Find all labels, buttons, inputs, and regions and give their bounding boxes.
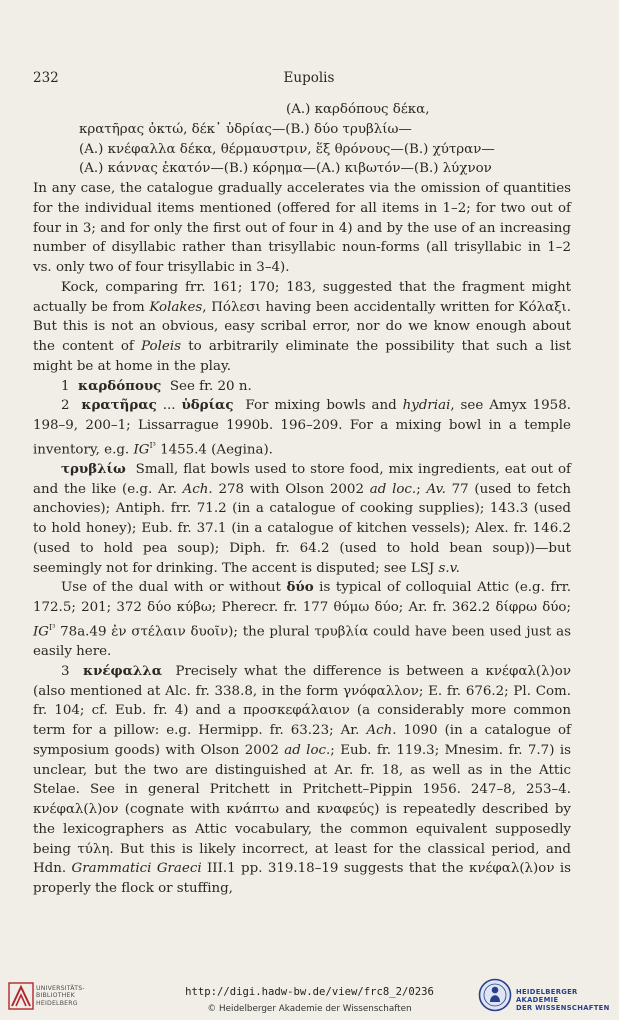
line-number: 3 bbox=[61, 663, 70, 679]
lemma-note-trublio: τρυβλίω Small, flat bowls used to store food, mix ingredients, eat out of and the like (e.g. Ar. Ach. 278 with Olson 2002 ad loc.; Av. 77 (used to fetch anchovies); Antiph. frr. 71.2 (in a catalogue of cooking supplies); 143.3 (used to hold honey); Eub. fr. 37.1 (in a catalogue of kitchen vessels); Alex. fr. 146.2 (used to hold pea soup); Diph. fr. 64.2 (used to hold bean soup))—but seemingly not for drinking. The accent is disputed; see LSJ s.v. bbox=[33, 460, 571, 576]
lemma-note-1: 1 καρδόπους See fr. 20 n. bbox=[61, 377, 252, 394]
lemma: τρυβλίω bbox=[61, 460, 126, 477]
academy-seal-icon bbox=[478, 978, 512, 1012]
verse-line: (A.) κάννας ἑκατόν—(B.) κόρημα—(A.) κιβωτόν—(B.) λύχνον bbox=[79, 161, 492, 177]
lemma: καρδόπους bbox=[78, 377, 162, 394]
academy-logo-text: HEIDELBERGER AKADEMIE DER WISSENSCHAFTEN bbox=[516, 988, 610, 1012]
running-header bbox=[33, 70, 585, 88]
lemma-note-3: 3 κνέφαλλα Precisely what the difference is between a κνέφαλ(λ)ον (also mentioned at Alc. fr. 338.8, in the form γνόφαλλον; E. fr. 676.2; Pl. Com. fr. 104; cf. Eub. fr. 4) and a προσκεφάλαιον (a considerably more common term for a pillow: e.g. Hermipp. fr. 63.23; Ar. Ach. 1090 (in a catalogue of symposium goods) with Olson 2002 ad loc.; Eub. fr. 119.3; Mnesim. fr. 7.7) is unclear, but the two are distinguished at Ar. fr. 18, as well as in the Attic Stelae. See in general Pritchett in Pritchett–Pippin 1956. 247–8, 253–4. κνέφαλ(λ)ον (cognate with κνάπτω and κναφεύς) is repeatedly described by the lexicographers as Attic vocabulary, the common equivalent supposedly being τύλη. But this is likely incorrect, at least for the classical period, and Hdn. Grammatici Graeci III.1 pp. 319.18–19 suggests that the κνέφαλ(λ)ον is properly the flock or stuffing, bbox=[33, 662, 572, 897]
paragraph-catalogue: In any case, the catalogue gradually accelerates via the omission of quantities for the individual items mentioned (offered for all items in 1–2; for two out of four in 3; and for only the first out of four in 4) and by the use of an increasing number of disyllabic rather than trisyllabic noun-forms (all trisyllabic in 1–2 vs. only two of four trisyllabic in 3–4). bbox=[33, 181, 571, 275]
verse-line: (A.) καρδόπους δέκα, bbox=[286, 102, 430, 117]
running-title: Eupolis bbox=[283, 70, 335, 86]
line-number: 2 bbox=[61, 398, 70, 414]
verse-line: (A.) κνέφαλλα δέκα, θέρμαυστριν, ἕξ θρόνους—(B.) χύτραν— bbox=[79, 141, 495, 157]
lemma: κρατῆρας bbox=[81, 397, 157, 414]
paragraph-kock: Kock, comparing frr. 161; 170; 183, suggested that the fragment might actually be from Kolakes, Πόλεσι having been accidentally written for Κόλαξι. But this is not an obvious, easy scribal error, nor do we know enough about the content of Poleis to arbitrarily eliminate the possibility that such a list might be at home in the play. bbox=[33, 279, 572, 374]
library-logo-text: UNIVERSITÄTS- BIBLIOTHEK HEIDELBERG bbox=[36, 985, 85, 1007]
fragment-verse bbox=[33, 100, 571, 179]
lemma: κνέφαλλα bbox=[83, 662, 163, 679]
line-number: 1 bbox=[61, 378, 70, 394]
lemma: ὑδρίας bbox=[181, 397, 234, 414]
copyright-notice: © Heidelberger Akademie der Wissenschaften bbox=[207, 1004, 412, 1014]
lemma-note-2: 2 κρατῆρας ... ὑδρίας For mixing bowls and hydriai, see Amyx 1958. 198–9, 200–1; Lissarrague 1990b. 196–209. For a mixing bowl in a temple inventory, e.g. $IG^{I^3}$ 1455.4 (Aegina). bbox=[33, 397, 571, 458]
paragraph-dual: Use of the dual with or without δύο is typical of colloquial Attic (e.g. frr. 172.5; 201; 372 δύο κύβω; Pherecr. fr. 177 θύμω δύο; Ar. fr. 362.2 δίφρω δύο; $IG^{I^3}$ 78a.49 ἐν στέλαιν δυοῖν); the plural τρυβλία could have been used just as easily here. bbox=[33, 579, 571, 660]
main-text bbox=[33, 100, 571, 899]
permalink-url[interactable]: http://digi.hadw-bw.de/view/frc8_2/0236 bbox=[185, 986, 434, 998]
academy-logo[interactable] bbox=[478, 978, 614, 1014]
digitization-footer bbox=[0, 968, 619, 1020]
page-number: 232 bbox=[33, 70, 59, 86]
verse-line: κρατῆρας ὀκτώ, δέκ᾽ ὑδρίας—(B.) δύο τρυβλίω— bbox=[79, 121, 412, 137]
